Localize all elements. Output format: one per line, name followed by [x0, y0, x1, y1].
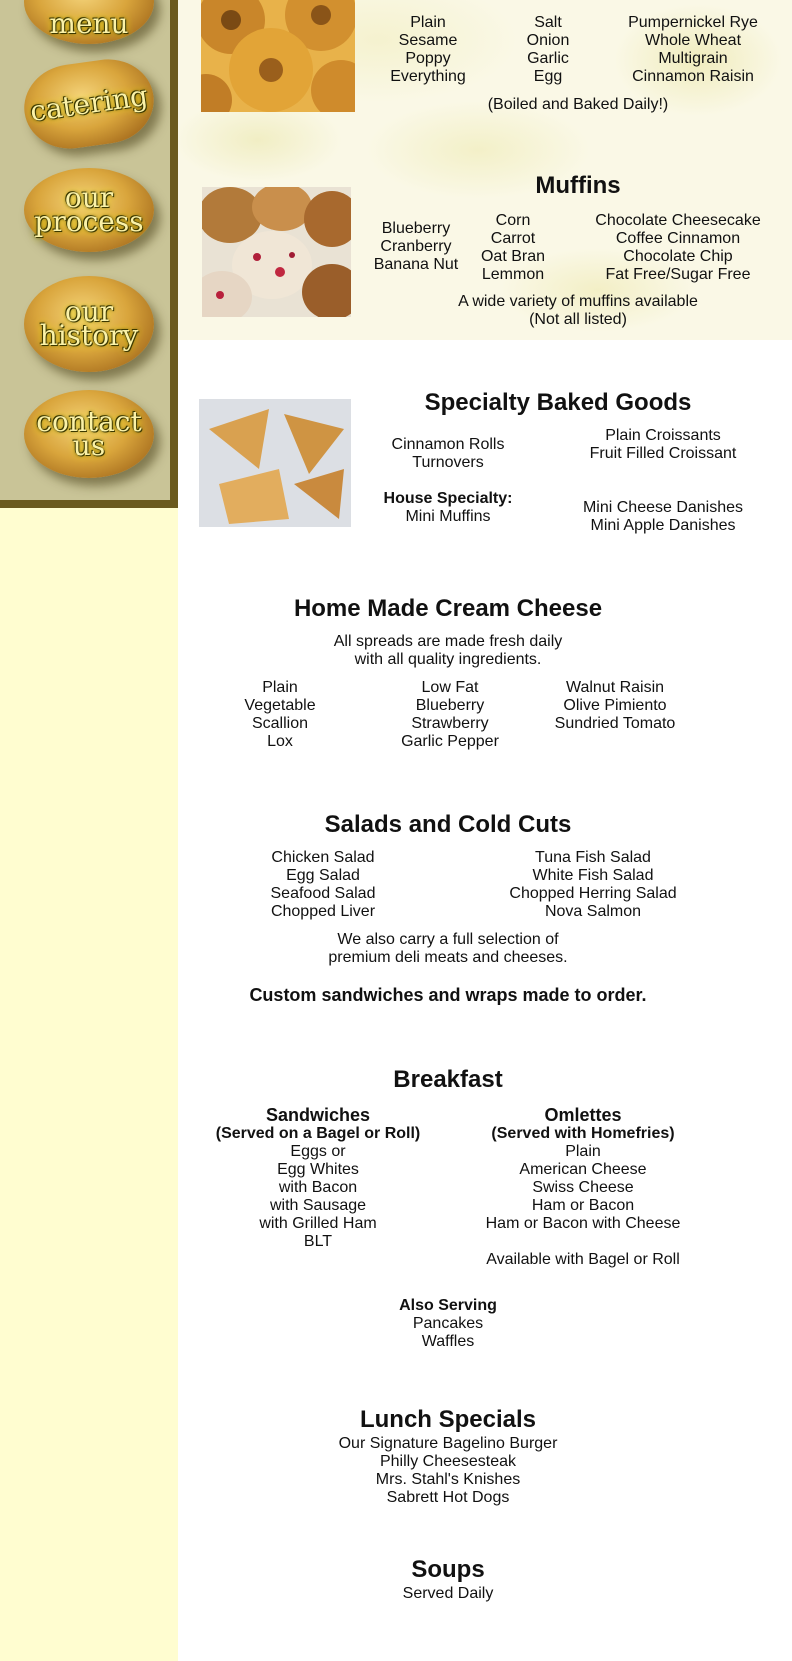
muffin-item: Fat Free/Sugar Free: [605, 266, 751, 283]
cream-cheese-column-1: [220, 679, 340, 751]
breakfast-title: Breakfast: [393, 1066, 503, 1093]
cream-cheese-intro: [248, 633, 648, 669]
muffin-item: Banana Nut: [373, 256, 459, 273]
muffins-column-2: [458, 212, 568, 284]
muffin-item: Chocolate Cheesecake: [595, 212, 761, 229]
salads-title: Salads and Cold Cuts: [324, 811, 572, 838]
bagel-item: Salt: [534, 14, 562, 31]
nav-our-history-button[interactable]: [24, 276, 154, 372]
cream-cheese-item: Strawberry: [411, 715, 489, 732]
also-serving-item: Pancakes: [412, 1315, 484, 1332]
specialty-photo: [199, 399, 351, 527]
nav-contact-us-button[interactable]: [24, 390, 154, 478]
also-serving-title: Also Serving: [399, 1297, 497, 1314]
muffins-note-line-2: (Not all listed): [529, 311, 627, 328]
muffin-item: Coffee Cinnamon: [615, 230, 741, 247]
bagels-note: (Boiled and Baked Daily!): [487, 96, 669, 113]
sidebar-nav: [0, 0, 178, 508]
nav-our-process-label: our process: [34, 181, 144, 238]
omlette-item: Plain: [565, 1143, 601, 1160]
specialty-item: Mini Cheese Danishes: [582, 499, 744, 516]
omlette-item: American Cheese: [519, 1161, 647, 1178]
nav-menu-button[interactable]: [24, 0, 154, 44]
muffin-item: Blueberry: [381, 220, 451, 237]
bagel-item: Cinnamon Raisin: [632, 68, 754, 85]
bagels-photo: [201, 0, 355, 112]
cream-cheese-item: Low Fat: [421, 679, 479, 696]
specialty-left-top: [368, 436, 528, 472]
specialty-title: Specialty Baked Goods: [424, 389, 692, 416]
nav-contact-us-label: contact us: [36, 405, 142, 462]
breakfast-omlettes: [478, 1105, 688, 1269]
bagel-item: Pumpernickel Rye: [628, 14, 758, 31]
sandwich-item: with Grilled Ham: [259, 1215, 377, 1232]
nav-catering-label: catering: [27, 78, 150, 129]
sandwiches-title: Sandwiches: [265, 1105, 371, 1125]
cream-cheese-intro-line-1: All spreads are made fresh daily: [333, 633, 563, 650]
bagel-item: Whole Wheat: [644, 32, 742, 49]
lunch-title: Lunch Specials: [359, 1406, 537, 1433]
salads-column-2: [498, 849, 688, 921]
muffins-photo: [202, 187, 351, 317]
custom-sandwiches-note: Custom sandwiches and wraps made to order.: [249, 985, 647, 1005]
cream-cheese-item: Sundried Tomato: [554, 715, 676, 732]
also-serving-item: Waffles: [421, 1333, 475, 1350]
omlette-item: Ham or Bacon: [531, 1197, 635, 1214]
cream-cheese-item: Plain: [262, 679, 298, 696]
soups-note: Served Daily: [402, 1585, 494, 1602]
bagel-item: Onion: [526, 32, 570, 49]
muffin-item: Chocolate Chip: [623, 248, 733, 265]
specialty-item: Plain Croissants: [605, 427, 721, 444]
bagel-item: Multigrain: [658, 50, 728, 67]
bagel-item: Sesame: [398, 32, 458, 49]
muffin-item: Corn: [495, 212, 531, 229]
nav-our-history-label: our history: [39, 295, 139, 352]
muffins-column-3: [578, 212, 778, 284]
salad-item: Seafood Salad: [270, 885, 376, 902]
salad-item: Egg Salad: [286, 867, 360, 884]
specialty-right-bottom: [563, 499, 763, 535]
sandwich-item: with Sausage: [269, 1197, 367, 1214]
muffin-item: Oat Bran: [480, 248, 546, 265]
salad-item: White Fish Salad: [532, 867, 654, 884]
salad-item: Chicken Salad: [271, 849, 375, 866]
specialty-item: Mini Muffins: [405, 508, 491, 525]
cream-cheese-item: Garlic Pepper: [401, 733, 499, 750]
omlettes-title: Omlettes: [544, 1105, 622, 1125]
cream-cheese-item: Blueberry: [415, 697, 485, 714]
muffin-item: Cranberry: [380, 238, 452, 255]
cream-cheese-item: Scallion: [251, 715, 309, 732]
specialty-house: [368, 490, 528, 526]
specialty-item: Mini Apple Danishes: [590, 517, 736, 534]
bagel-item: Everything: [390, 68, 466, 85]
muffin-item: Carrot: [490, 230, 536, 247]
bagels-column-2: [508, 14, 588, 86]
cream-cheese-item: Vegetable: [244, 697, 316, 714]
salads-note: [248, 931, 648, 967]
salads-column-1: [248, 849, 398, 921]
omlette-item: Ham or Bacon with Cheese: [485, 1215, 681, 1232]
nav-menu-label: menu: [49, 7, 129, 40]
main-content: [178, 0, 792, 1661]
lunch-item: Sabrett Hot Dogs: [386, 1489, 510, 1506]
bagel-item: Poppy: [405, 50, 451, 67]
cream-cheese-column-3: [540, 679, 690, 733]
specialty-item: Cinnamon Rolls: [391, 436, 505, 453]
cream-cheese-item: Olive Pimiento: [563, 697, 667, 714]
nav-our-process-button[interactable]: [24, 168, 154, 252]
salads-note-line-1: We also carry a full selection of: [337, 931, 559, 948]
bagels-column-1: [378, 14, 478, 86]
salad-item: Chopped Liver: [270, 903, 376, 920]
soups-title: Soups: [411, 1556, 485, 1583]
cream-cheese-intro-line-2: with all quality ingredients.: [354, 651, 542, 668]
omlettes-note: Available with Bagel or Roll: [486, 1251, 680, 1268]
nav-catering-button[interactable]: [19, 53, 159, 154]
cream-cheese-title: Home Made Cream Cheese: [293, 595, 603, 622]
salad-item: Nova Salmon: [544, 903, 642, 920]
omlette-item: Swiss Cheese: [532, 1179, 634, 1196]
omlettes-subtitle: (Served with Homefries): [491, 1125, 675, 1142]
specialty-item: Fruit Filled Croissant: [589, 445, 737, 462]
lunch-item: Mrs. Stahl's Knishes: [375, 1471, 521, 1488]
cream-cheese-item: Walnut Raisin: [565, 679, 665, 696]
sandwich-item: BLT: [303, 1233, 333, 1250]
sandwich-item: Eggs or: [290, 1143, 346, 1160]
bagel-item: Plain: [410, 14, 446, 31]
lunch-item: Our Signature Bagelino Burger: [338, 1435, 558, 1452]
lunch-items: [248, 1435, 648, 1507]
bagel-item: Garlic: [527, 50, 569, 67]
also-serving: [348, 1297, 548, 1351]
sandwiches-subtitle: (Served on a Bagel or Roll): [215, 1125, 421, 1142]
salad-item: Tuna Fish Salad: [535, 849, 651, 866]
sandwich-item: with Bacon: [278, 1179, 358, 1196]
breakfast-sandwiches: [208, 1105, 428, 1251]
bagels-column-3: [608, 14, 778, 86]
cream-cheese-item: Lox: [267, 733, 293, 750]
lunch-item: Philly Cheesesteak: [379, 1453, 517, 1470]
specialty-item: Turnovers: [412, 454, 484, 471]
specialty-right-top: [563, 427, 763, 463]
salads-note-line-2: premium deli meats and cheeses.: [328, 949, 568, 966]
muffin-item: Lemmon: [481, 266, 545, 283]
muffins-title: Muffins: [535, 172, 621, 199]
bagel-item: Egg: [533, 68, 563, 85]
salad-item: Chopped Herring Salad: [509, 885, 677, 902]
cream-cheese-column-2: [385, 679, 515, 751]
muffins-note-line-1: A wide variety of muffins available: [458, 293, 698, 310]
muffins-note: [378, 293, 778, 329]
sandwich-item: Egg Whites: [277, 1161, 359, 1178]
house-specialty-label: House Specialty:: [383, 490, 513, 507]
